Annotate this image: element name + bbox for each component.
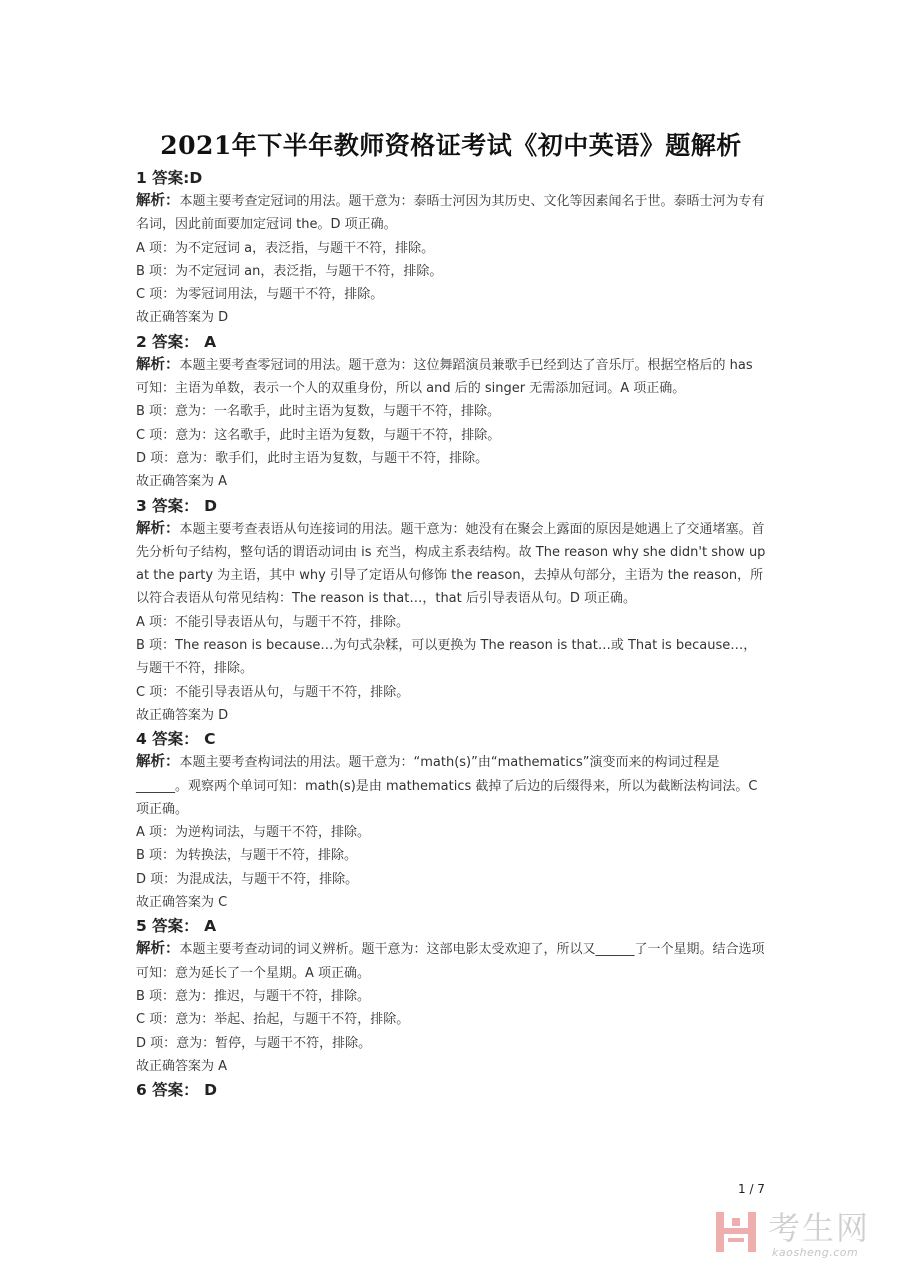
kaosheng-watermark — [714, 1208, 889, 1264]
conclusion: 故正确答案为 D — [136, 707, 229, 723]
option-explanation: B 项：为转换法，与题干不符，排除。 — [136, 848, 358, 864]
option-explanation: B 项：意为：一名歌手，此时主语为复数，与题干不符，排除。 — [136, 404, 501, 420]
kaosheng-logo-icon — [714, 1208, 758, 1256]
watermark-text: 考生网 — [768, 1209, 871, 1247]
option-explanation: C 项：为零冠词用法，与题干不符，排除。 — [136, 287, 384, 303]
option-explanation: B 项：为不定冠词 an，表泛指，与题干不符，排除。 — [136, 263, 443, 279]
question-3 — [136, 494, 766, 728]
conclusion: 故正确答案为 D — [136, 310, 229, 326]
analysis-text: 本题主要考查表语从句连接词的用法。题干意为：她没有在聚会上露面的原因是她遇上了交通堵塞。首先分析句子结构，整句话的谓语动词由 is 充当，构成主系表结构。故 The reason why she didn't show up at the party 为主语，其中 why 引导了定语从句修饰 the reason，去掉从句部分，主语为 the reason，所以符合表语从句常见结构：The reason is that…，that 后引导表语从句。D 项正确。 — [136, 521, 766, 607]
conclusion: 故正确答案为 A — [136, 1058, 228, 1074]
option-explanation: C 项：意为：这名歌手，此时主语为复数，与题干不符，排除。 — [136, 427, 501, 443]
option-explanation: A 项：不能引导表语从句，与题干不符，排除。 — [136, 614, 410, 630]
question-4 — [136, 727, 766, 914]
watermark-url: kaosheng.com — [772, 1246, 859, 1259]
answer-heading: 1 答案:D — [136, 169, 203, 187]
document-title: 2021年下半年教师资格证考试《初中英语》题解析 — [160, 131, 742, 160]
question-6 — [136, 1078, 766, 1102]
analysis-text: 本题主要考查动词的词义辨析。题干意为：这部电影太受欢迎了，所以又______了一个星期。结合选项可知：意为延长了一个星期。A 项正确。 — [136, 942, 765, 981]
answer-heading: 3 答案： D — [136, 496, 217, 515]
analysis-paragraph — [136, 518, 766, 611]
analysis-text: 本题主要考查定冠词的用法。题干意为：泰晤士河因为其历史、文化等因素闻名于世。泰晤士河为专有名词，因此前面要加定冠词 the。D 项正确。 — [136, 194, 765, 233]
analysis-paragraph — [136, 938, 766, 985]
question-2 — [136, 330, 766, 494]
analysis-paragraph — [136, 354, 766, 401]
answer-heading: 5 答案： A — [136, 917, 217, 936]
analysis-text: 本题主要考查构词法的用法。题干意为：“math(s)”由“mathematics”演变而来的构词过程是______。观察两个单词可知：math(s)是由 mathematics 截掉了后边的后缀得来，所以为截断法构词法。C 项正确。 — [136, 755, 758, 817]
option-explanation: A 项：为不定冠词 a，表泛指，与题干不符，排除。 — [136, 240, 435, 256]
option-explanation: D 项：意为：歌手们，此时主语为复数，与题干不符，排除。 — [136, 450, 489, 466]
document-page — [136, 128, 766, 1102]
question-5 — [136, 914, 766, 1078]
analysis-paragraph — [136, 751, 766, 821]
page-number: 1 / 7 — [738, 1182, 765, 1196]
analysis-label: 解析： — [136, 754, 180, 771]
answer-heading: 4 答案： C — [136, 730, 216, 749]
option-explanation: C 项：意为：举起、抬起，与题干不符，排除。 — [136, 1012, 410, 1028]
option-explanation: A 项：为逆构词法，与题干不符，排除。 — [136, 825, 371, 841]
analysis-label: 解析： — [136, 941, 180, 958]
analysis-label: 解析： — [136, 520, 180, 537]
answer-heading: 2 答案： A — [136, 332, 217, 351]
option-explanation: C 项：不能引导表语从句，与题干不符，排除。 — [136, 684, 410, 700]
analysis-paragraph — [136, 190, 766, 237]
option-explanation: B 项：意为：推迟，与题干不符，排除。 — [136, 988, 371, 1004]
answer-heading: 6 答案： D — [136, 1081, 217, 1100]
option-explanation: D 项：为混成法，与题干不符，排除。 — [136, 871, 359, 887]
conclusion: 故正确答案为 C — [136, 895, 228, 911]
question-1 — [136, 166, 766, 330]
analysis-label: 解析： — [136, 193, 180, 209]
option-explanation: B 项：The reason is because…为句式杂糅，可以更换为 The reason is that…或 That is because…，与题干不符，排除。 — [136, 638, 757, 677]
analysis-label: 解析： — [136, 356, 180, 373]
analysis-text: 本题主要考查零冠词的用法。题干意为：这位舞蹈演员兼歌手已经到达了音乐厅。根据空格后的 has 可知：主语为单数，表示一个人的双重身份，所以 and 后的 singer 无需添加冠词。A 项正确。 — [136, 357, 753, 397]
option-explanation: D 项：意为：暂停，与题干不符，排除。 — [136, 1035, 372, 1051]
conclusion: 故正确答案为 A — [136, 474, 228, 490]
